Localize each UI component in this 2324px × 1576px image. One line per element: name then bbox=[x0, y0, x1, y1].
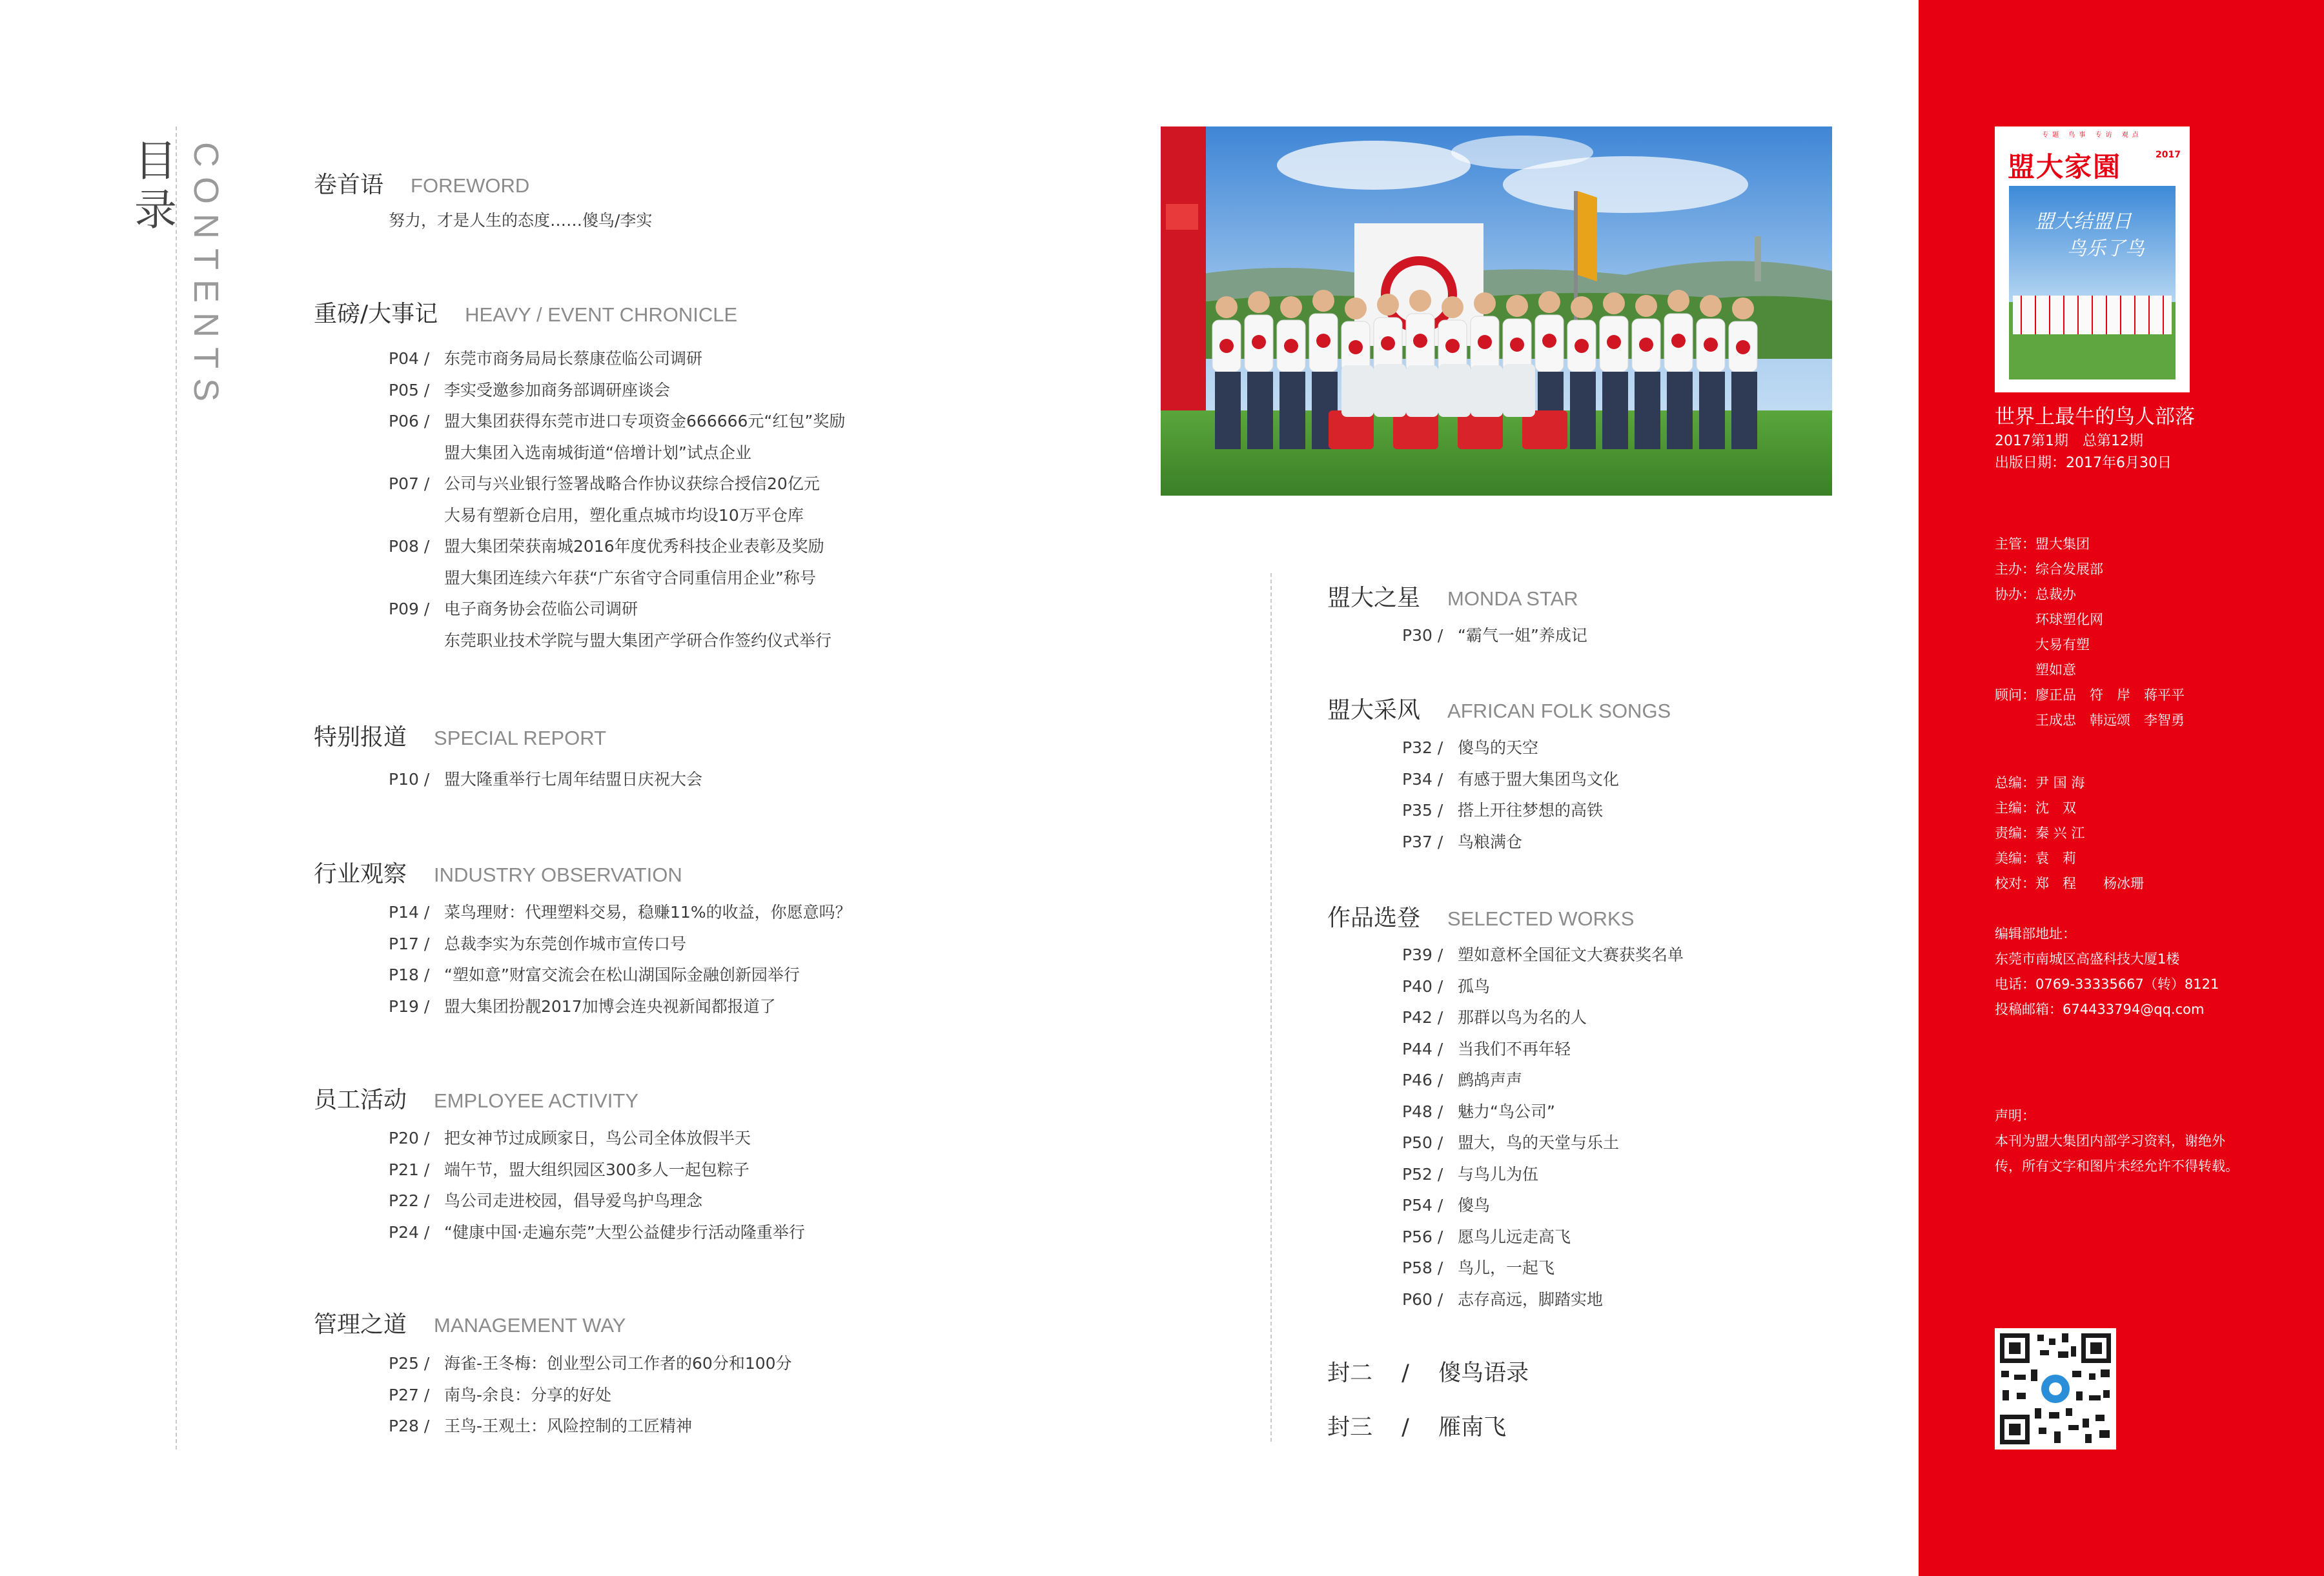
section-title-cn: 重磅/大事记 bbox=[314, 301, 438, 327]
issue-number: 2017第1期 总第12期 bbox=[1995, 433, 2143, 449]
page-number: P09 / bbox=[389, 600, 430, 618]
entry-text: 那群以鸟为名的人 bbox=[1458, 1008, 1587, 1027]
cover-label: 封二 bbox=[1327, 1360, 1373, 1386]
section-title-en: MANAGEMENT WAY bbox=[434, 1314, 626, 1337]
page-number: P40 / bbox=[1402, 976, 1443, 996]
section-heading[interactable] bbox=[314, 1306, 626, 1339]
toc-entry[interactable] bbox=[1402, 620, 1587, 652]
page-number: P42 / bbox=[1402, 1008, 1443, 1027]
cover-label: 封三 bbox=[1327, 1415, 1373, 1440]
page-number: P28 / bbox=[389, 1417, 430, 1435]
section-heading[interactable] bbox=[314, 167, 529, 199]
page-number: P50 / bbox=[1402, 1133, 1443, 1152]
entry-text: 盟大集团连续六年获“广东省守合同重信用企业”称号 bbox=[444, 568, 816, 587]
cover-tag: 专访 bbox=[2095, 132, 2116, 139]
toc-entry[interactable] bbox=[1402, 1284, 1684, 1316]
entry-text: 与鸟儿为伍 bbox=[1458, 1164, 1539, 1184]
toc-entry[interactable] bbox=[389, 500, 845, 532]
page-number: P20 / bbox=[389, 1129, 430, 1147]
magazine-tagline: 世界上最牛的鸟人部落 bbox=[1995, 405, 2195, 429]
toc-entry[interactable] bbox=[1402, 764, 1619, 796]
entry-text: 盟大集团获得东莞市进口专项资金666666元“红包”奖励 bbox=[444, 412, 846, 430]
toc-entry[interactable] bbox=[389, 438, 845, 469]
entry-text: 海雀-王冬梅：创业型公司工作者的60分和100分 bbox=[444, 1354, 792, 1373]
page-number: P08 / bbox=[389, 537, 430, 556]
page-number: P48 / bbox=[1402, 1102, 1443, 1121]
toc-entry[interactable] bbox=[1402, 940, 1684, 971]
toc-entry[interactable] bbox=[1402, 732, 1619, 764]
cover-slogan-2: 鸟乐了鸟 bbox=[2067, 237, 2145, 260]
entry-text: 端午节，盟大组织园区300多人一起包粽子 bbox=[444, 1160, 749, 1179]
toc-entry[interactable] bbox=[1402, 1065, 1684, 1096]
notice-line: 本刊为盟大集团内部学习资料，谢绝外 bbox=[1995, 1133, 2225, 1149]
qr-code[interactable] bbox=[1995, 1328, 2116, 1450]
entry-text: 总裁李实为东莞创作城市宣传口号 bbox=[444, 934, 687, 953]
group-photo bbox=[1161, 126, 1832, 496]
page-number: P56 / bbox=[1402, 1227, 1443, 1246]
section-title-en: HEAVY / EVENT CHRONICLE bbox=[465, 303, 738, 326]
toc-entry[interactable] bbox=[389, 991, 851, 1023]
masthead-line: 环球塑化网 bbox=[1995, 612, 2103, 627]
toc-entry[interactable] bbox=[389, 563, 845, 594]
section-title-cn: 作品选登 bbox=[1327, 905, 1421, 931]
section-title-en: AFRICAN FOLK SONGS bbox=[1447, 700, 1671, 722]
toc-entry[interactable] bbox=[389, 469, 845, 500]
page-number: P21 / bbox=[389, 1160, 430, 1179]
entry-text: 公司与兴业银行签署战略合作协议获综合授信20亿元 bbox=[444, 474, 820, 493]
toc-entry[interactable] bbox=[1402, 1127, 1684, 1159]
section-title-cn: 盟大采风 bbox=[1327, 697, 1421, 723]
toc-entry[interactable] bbox=[1402, 827, 1619, 858]
editors-block bbox=[1995, 771, 2144, 896]
entry-text: 盟大集团扮靓2017加博会连央视新闻都报道了 bbox=[444, 996, 776, 1016]
page-number: P60 / bbox=[1402, 1289, 1443, 1309]
section-title-en: SPECIAL REPORT bbox=[434, 727, 607, 749]
page-number: P25 / bbox=[389, 1354, 430, 1373]
masthead-line: 王成忠 韩远颂 李智勇 bbox=[1995, 712, 2185, 728]
page-number: P18 / bbox=[389, 965, 430, 984]
entry-text: 当我们不再年轻 bbox=[1458, 1039, 1571, 1058]
page-number: P22 / bbox=[389, 1191, 430, 1210]
masthead-line: 主办：综合发展部 bbox=[1995, 561, 2103, 577]
toc-entry[interactable] bbox=[1402, 971, 1684, 1003]
toc-entry[interactable] bbox=[389, 625, 845, 657]
contact-line: 编辑部地址： bbox=[1995, 926, 2076, 942]
entry-text: 努力，才是人生的态度……傻鸟/李实 bbox=[389, 211, 653, 230]
toc-entry[interactable] bbox=[1402, 1253, 1684, 1284]
entry-text: 盟大集团入选南城街道“倍增计划”试点企业 bbox=[444, 443, 751, 462]
contact-address: 东莞市南城区高盛科技大厦1楼 bbox=[1995, 951, 2180, 967]
entry-text: 鸟粮满仓 bbox=[1458, 832, 1523, 851]
page-number: P44 / bbox=[1402, 1039, 1443, 1058]
toc-entry[interactable] bbox=[1402, 1222, 1684, 1253]
masthead-line: 顾问：廖正品 符 岸 蒋平平 bbox=[1995, 687, 2185, 703]
cover-tag: 鸟事 bbox=[2068, 132, 2090, 139]
section-heading[interactable] bbox=[1327, 580, 1578, 612]
page-number: P04 / bbox=[389, 349, 430, 368]
toc-entry[interactable] bbox=[389, 1155, 805, 1186]
page-number: P05 / bbox=[389, 380, 430, 399]
page-number: P58 / bbox=[1402, 1258, 1443, 1277]
entry-text: 盟大，鸟的天堂与乐土 bbox=[1458, 1133, 1620, 1152]
section-heading[interactable] bbox=[1327, 900, 1634, 933]
entry-text: 东莞职业技术学院与盟大集团产学研合作签约仪式举行 bbox=[444, 631, 832, 650]
toc-entry[interactable] bbox=[1402, 1034, 1684, 1066]
entry-text: 电子商务协会莅临公司调研 bbox=[444, 600, 638, 618]
editor-line: 美编：袁 莉 bbox=[1995, 851, 2076, 866]
toc-entry[interactable] bbox=[389, 960, 851, 991]
entry-text: 鸟公司走进校园，倡导爱鸟护鸟理念 bbox=[444, 1191, 703, 1210]
page-number: P14 / bbox=[389, 903, 430, 922]
entry-text: 塑如意杯全国征文大赛获奖名单 bbox=[1458, 945, 1684, 964]
toc-entry[interactable] bbox=[389, 764, 702, 796]
entry-text: 孤鸟 bbox=[1458, 976, 1491, 996]
masthead-line: 大易有塑 bbox=[1995, 637, 2090, 652]
page-number: P06 / bbox=[389, 412, 430, 430]
entry-text: 盟大集团荣获南城2016年度优秀科技企业表彰及奖励 bbox=[444, 537, 824, 556]
notice-block bbox=[1995, 1104, 2239, 1179]
entry-text: 有感于盟大集团鸟文化 bbox=[1458, 769, 1620, 789]
contents-title-en: CONTENTS bbox=[187, 142, 225, 411]
toc-entry[interactable] bbox=[389, 929, 851, 960]
entry-text: 大易有塑新仓启用，塑化重点城市均设10万平仓库 bbox=[444, 505, 804, 525]
masthead-line: 主管：盟大集团 bbox=[1995, 536, 2090, 552]
toc-entry[interactable] bbox=[389, 1217, 805, 1249]
entry-text: 傻鸟的天空 bbox=[1458, 738, 1539, 757]
toc-entry[interactable] bbox=[389, 343, 845, 375]
entry-text: 鸟儿，一起飞 bbox=[1458, 1258, 1555, 1277]
cover-year: 2017 bbox=[2156, 150, 2181, 160]
section-title-en: INDUSTRY OBSERVATION bbox=[434, 864, 682, 886]
entry-text: 傻鸟 bbox=[1458, 1196, 1491, 1215]
toc-entry[interactable] bbox=[389, 1348, 792, 1380]
masthead-sidebar bbox=[1919, 0, 2324, 1576]
section-title-en: EMPLOYEE ACTIVITY bbox=[434, 1089, 638, 1112]
entry-text: 王鸟-王观土：风险控制的工匠精神 bbox=[444, 1417, 693, 1435]
page-number: P30 / bbox=[1402, 626, 1443, 645]
section-title-en: FOREWORD bbox=[411, 174, 530, 197]
cover-photo bbox=[2009, 186, 2176, 379]
center-divider bbox=[1270, 573, 1272, 1442]
entry-text: 愿鸟儿远走高飞 bbox=[1458, 1227, 1571, 1246]
page-number: P17 / bbox=[389, 934, 430, 953]
page-number: P27 / bbox=[389, 1385, 430, 1404]
contact-phone: 电话：0769-33335667（转）8121 bbox=[1995, 976, 2219, 992]
page-number: P35 / bbox=[1402, 801, 1443, 820]
contents-title-cn: 目录 bbox=[134, 136, 177, 235]
notice-line: 传，所有文字和图片未经允许不得转载。 bbox=[1995, 1158, 2239, 1174]
cover-tag: 观点 bbox=[2121, 132, 2143, 139]
notice-line: 声明： bbox=[1995, 1108, 2035, 1124]
page-number: P19 / bbox=[389, 996, 430, 1016]
inside-back-cover-entry[interactable] bbox=[1327, 1409, 1506, 1442]
left-divider bbox=[176, 126, 177, 1450]
section-title-cn: 特别报道 bbox=[314, 724, 407, 751]
toc-entry[interactable] bbox=[1402, 795, 1619, 827]
cover-separator: / bbox=[1402, 1415, 1409, 1440]
section-heading[interactable] bbox=[1327, 692, 1671, 725]
section-heading[interactable] bbox=[314, 1082, 638, 1115]
page-number: P34 / bbox=[1402, 769, 1443, 789]
masthead-line: 塑如意 bbox=[1995, 662, 2076, 678]
masthead-block bbox=[1995, 532, 2185, 733]
entry-text: 南鸟-余良：分享的好处 bbox=[444, 1385, 612, 1404]
section-title-cn: 员工活动 bbox=[314, 1087, 407, 1113]
section-title-en: MONDA STAR bbox=[1447, 587, 1578, 610]
editor-line: 校对：郑 程 杨冰珊 bbox=[1995, 876, 2144, 891]
toc-entry[interactable] bbox=[389, 375, 845, 407]
toc-entry[interactable] bbox=[389, 1186, 805, 1217]
inside-front-cover-entry[interactable] bbox=[1327, 1355, 1529, 1388]
page-number: P39 / bbox=[1402, 945, 1443, 964]
entry-text: 菜鸟理财：代理塑料交易，稳赚11%的收益，你愿意吗？ bbox=[444, 903, 851, 922]
toc-entry[interactable] bbox=[1402, 1190, 1684, 1222]
toc-entry[interactable] bbox=[1402, 1096, 1684, 1128]
entry-text: 盟大隆重举行七周年结盟日庆祝大会 bbox=[444, 770, 703, 789]
entry-text: 东莞市商务局局长蔡康莅临公司调研 bbox=[444, 349, 703, 368]
entry-text: 李实受邀参加商务部调研座谈会 bbox=[444, 380, 671, 399]
page-number: P52 / bbox=[1402, 1164, 1443, 1184]
page-number: P24 / bbox=[389, 1222, 430, 1242]
editor-line: 责编：秦 兴 江 bbox=[1995, 825, 2085, 841]
entry-text: 鹧鸪声声 bbox=[1458, 1071, 1523, 1089]
magazine-cover-thumbnail[interactable] bbox=[1995, 126, 2190, 392]
editor-line: 总编：尹 国 海 bbox=[1995, 775, 2085, 791]
contact-block bbox=[1995, 922, 2219, 1022]
cover-separator: / bbox=[1402, 1360, 1409, 1386]
toc-entry[interactable] bbox=[1402, 1159, 1684, 1191]
toc-entry[interactable] bbox=[389, 897, 851, 929]
cover-tag: 专题 bbox=[2042, 132, 2063, 139]
masthead-line: 协办：总裁办 bbox=[1995, 587, 2076, 602]
entry-text: “塑如意”财富交流会在松山湖国际金融创新园举行 bbox=[444, 965, 800, 984]
cover-people bbox=[2013, 296, 2172, 334]
contact-email[interactable]: 投稿邮箱：674433794@qq.com bbox=[1995, 1002, 2205, 1017]
section-title-en: SELECTED WORKS bbox=[1447, 907, 1635, 930]
section-title-cn: 管理之道 bbox=[314, 1311, 407, 1338]
toc-entry[interactable] bbox=[389, 1411, 792, 1442]
page-number: P54 / bbox=[1402, 1196, 1443, 1215]
entry-text: 魅力“鸟公司” bbox=[1458, 1102, 1555, 1121]
cover-text: 雁南飞 bbox=[1438, 1415, 1507, 1440]
section-title-cn: 盟大之星 bbox=[1327, 585, 1421, 611]
section-heading[interactable] bbox=[314, 296, 737, 328]
page-number: P10 / bbox=[389, 770, 430, 789]
toc-entry[interactable] bbox=[389, 531, 845, 563]
entry-text: 搭上开往梦想的高铁 bbox=[1458, 801, 1604, 820]
toc-entry[interactable] bbox=[389, 205, 652, 237]
toc-entry[interactable] bbox=[389, 1123, 805, 1155]
cover-title: 盟大家園 bbox=[2008, 151, 2122, 183]
page-number: P46 / bbox=[1402, 1071, 1443, 1089]
section-heading[interactable] bbox=[314, 719, 606, 752]
page-number: P37 / bbox=[1402, 832, 1443, 851]
cover-text: 傻鸟语录 bbox=[1438, 1360, 1529, 1386]
section-heading[interactable] bbox=[314, 856, 682, 889]
entry-text: “霸气一姐”养成记 bbox=[1458, 626, 1587, 645]
cover-slogan-1: 盟大结盟日 bbox=[2035, 210, 2132, 233]
toc-entry[interactable] bbox=[389, 594, 845, 625]
page-number: P07 / bbox=[389, 474, 430, 493]
toc-entry[interactable] bbox=[389, 1380, 792, 1411]
entry-text: 志存高远，脚踏实地 bbox=[1458, 1289, 1604, 1309]
entry-text: 把女神节过成顾家日，鸟公司全体放假半天 bbox=[444, 1129, 751, 1147]
editor-line: 主编：沈 双 bbox=[1995, 800, 2076, 816]
publication-date: 出版日期：2017年6月30日 bbox=[1995, 455, 2172, 471]
section-title-cn: 卷首语 bbox=[314, 172, 384, 198]
toc-entry[interactable] bbox=[1402, 1002, 1684, 1034]
toc-entry[interactable] bbox=[389, 406, 845, 438]
page-number: P32 / bbox=[1402, 738, 1443, 757]
section-title-cn: 行业观察 bbox=[314, 861, 407, 887]
entry-text: “健康中国·走遍东莞”大型公益健步行活动隆重举行 bbox=[444, 1222, 805, 1242]
